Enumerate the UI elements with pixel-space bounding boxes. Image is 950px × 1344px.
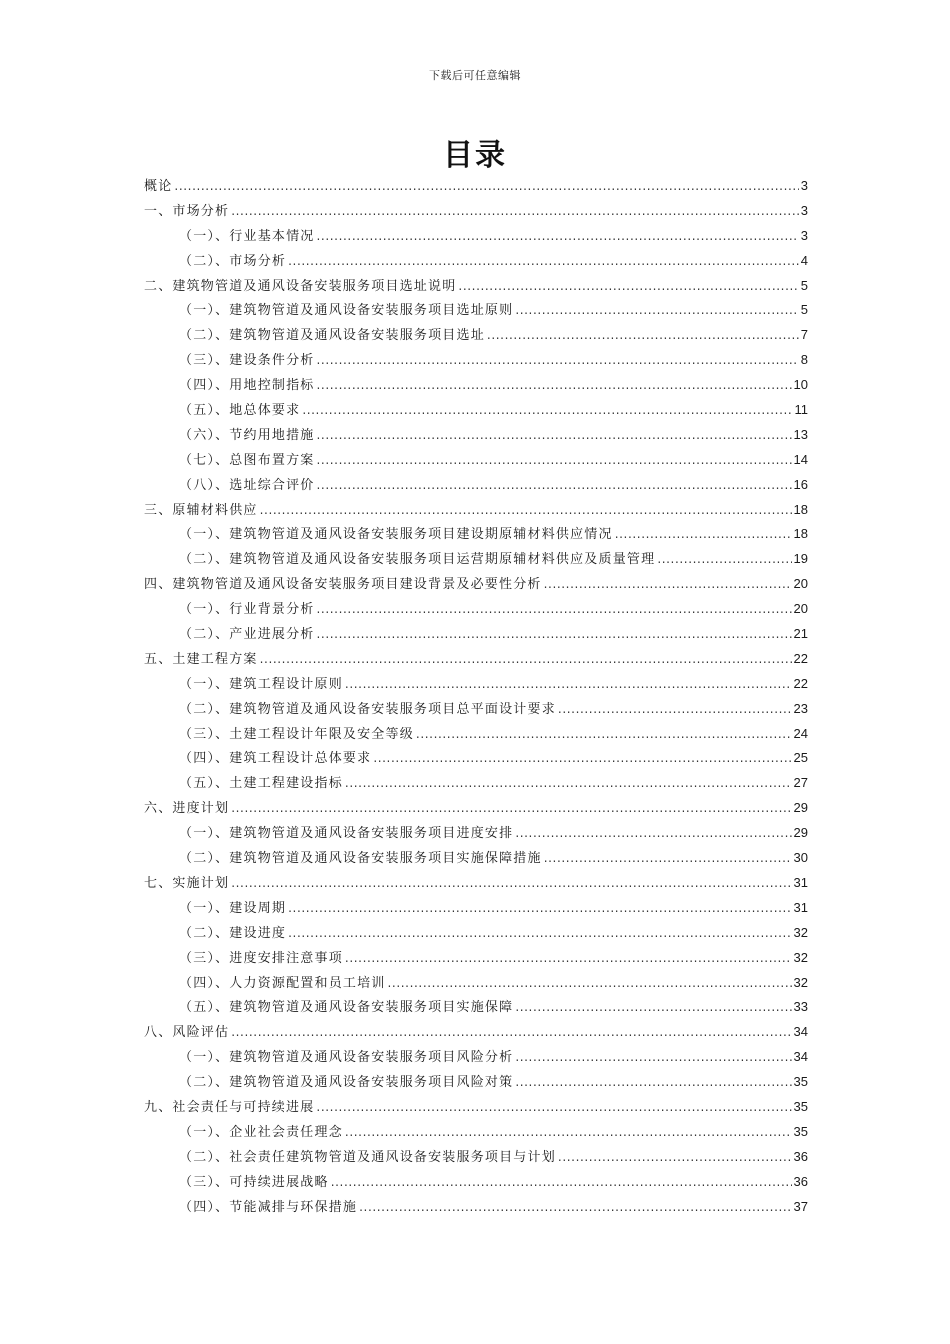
toc-entry-title: （二）、建筑物管道及通风设备安装服务项目运营期原辅材料供应及质量管理 <box>179 552 656 568</box>
toc-dot-leader <box>458 274 798 299</box>
toc-dot-leader <box>388 971 792 996</box>
toc-dot-leader <box>558 697 792 722</box>
toc-entry-title: （一）、建筑物管道及通风设备安装服务项目进度安排 <box>179 826 514 842</box>
toc-entry[interactable] <box>144 1070 808 1095</box>
toc-entry[interactable] <box>144 224 808 249</box>
toc-page-number: 5 <box>800 277 808 293</box>
toc-entry[interactable] <box>144 274 808 299</box>
toc-page-number: 36 <box>793 1173 808 1189</box>
toc-entry-title: （三）、土建工程设计年限及安全等级 <box>179 726 414 742</box>
toc-dot-leader <box>231 1020 791 1045</box>
toc-entry[interactable] <box>144 846 808 871</box>
toc-page-number: 23 <box>793 700 808 716</box>
toc-entry[interactable] <box>144 746 808 771</box>
toc-page-number: 33 <box>793 999 808 1015</box>
toc-dot-leader <box>345 946 792 971</box>
toc-dot-leader <box>615 522 792 547</box>
toc-entry[interactable] <box>144 722 808 747</box>
toc-dot-leader <box>373 746 791 771</box>
toc-dot-leader <box>174 174 798 199</box>
toc-dot-leader <box>515 1070 791 1095</box>
toc-dot-leader <box>345 672 792 697</box>
toc-page-number: 35 <box>793 1123 808 1139</box>
toc-dot-leader <box>416 722 792 747</box>
toc-entry[interactable] <box>144 1095 808 1120</box>
toc-dot-leader <box>331 1170 792 1195</box>
toc-page-number: 19 <box>793 551 808 567</box>
toc-page-number: 32 <box>793 949 808 965</box>
toc-entry[interactable] <box>144 298 808 323</box>
toc-entry-title: （五）、地总体要求 <box>179 403 301 419</box>
toc-dot-leader <box>515 995 791 1020</box>
toc-entry-title: （一）、建筑工程设计原则 <box>179 676 343 692</box>
toc-entry-title: （一）、建筑物管道及通风设备安装服务项目建设期原辅材料供应情况 <box>179 527 613 543</box>
toc-entry[interactable] <box>144 647 808 672</box>
toc-page-number: 34 <box>793 1049 808 1065</box>
toc-entry-title: （二）、建筑物管道及通风设备安装服务项目实施保障措施 <box>179 851 542 867</box>
toc-dot-leader <box>288 921 791 946</box>
toc-entry-title: （四）、节能减排与环保措施 <box>179 1199 358 1215</box>
toc-page-number: 25 <box>793 750 808 766</box>
toc-entry[interactable] <box>144 1020 808 1045</box>
toc-page-number: 18 <box>793 501 808 517</box>
toc-dot-leader <box>515 821 791 846</box>
toc-entry-title: （三）、可持续进展战略 <box>179 1174 329 1190</box>
toc-entry[interactable] <box>144 398 808 423</box>
toc-dot-leader <box>302 398 792 423</box>
toc-entry[interactable] <box>144 498 808 523</box>
toc-entry[interactable] <box>144 448 808 473</box>
toc-dot-leader <box>487 323 799 348</box>
toc-entry-title: （一）、建设周期 <box>179 900 287 916</box>
toc-dot-leader <box>231 796 791 821</box>
toc-entry[interactable] <box>144 971 808 996</box>
toc-entry-title: 七、实施计划 <box>144 875 230 891</box>
toc-page-number: 20 <box>793 576 808 592</box>
toc-entry[interactable] <box>144 572 808 597</box>
toc-entry[interactable] <box>144 522 808 547</box>
toc-entry-title: （二）、市场分析 <box>179 253 287 269</box>
toc-dot-leader <box>317 597 792 622</box>
toc-entry[interactable] <box>144 821 808 846</box>
toc-dot-leader <box>345 1120 792 1145</box>
toc-page-number: 3 <box>800 227 808 243</box>
toc-entry-title: 四、建筑物管道及通风设备安装服务项目建设背景及必要性分析 <box>144 577 542 593</box>
toc-entry[interactable] <box>144 323 808 348</box>
toc-entry-title: （四）、用地控制指标 <box>179 378 315 394</box>
toc-page-number: 5 <box>800 302 808 318</box>
toc-page-number: 18 <box>793 526 808 542</box>
toc-page-number: 4 <box>800 252 808 268</box>
toc-dot-leader <box>558 1145 792 1170</box>
toc-entry[interactable] <box>144 1170 808 1195</box>
toc-page-number: 22 <box>793 675 808 691</box>
toc-page-number: 3 <box>800 202 808 218</box>
toc-entry[interactable] <box>144 946 808 971</box>
toc-entry-title: （三）、建设条件分析 <box>179 353 315 369</box>
toc-entry-title: （一）、企业社会责任理念 <box>179 1124 343 1140</box>
toc-dot-leader <box>316 1095 791 1120</box>
toc-dot-leader <box>231 871 791 896</box>
toc-page-number: 13 <box>793 426 808 442</box>
toc-dot-leader <box>345 771 792 796</box>
toc-page-number: 36 <box>793 1148 808 1164</box>
toc-entry[interactable] <box>144 896 808 921</box>
toc-entry-title: 三、原辅材料供应 <box>144 502 258 518</box>
toc-entry[interactable] <box>144 1145 808 1170</box>
toc-page-number: 14 <box>793 451 808 467</box>
toc-page-number: 30 <box>793 850 808 866</box>
toc-entry-title: （二）、建筑物管道及通风设备安装服务项目选址 <box>179 328 485 344</box>
toc-page-number: 22 <box>793 650 808 666</box>
toc-page-number: 29 <box>793 800 808 816</box>
toc-entry-title: （二）、社会责任建筑物管道及通风设备安装服务项目与计划 <box>179 1149 556 1165</box>
toc-page-number: 16 <box>793 476 808 492</box>
toc-page-number: 35 <box>793 1074 808 1090</box>
toc-dot-leader <box>317 448 792 473</box>
toc-dot-leader <box>359 1195 791 1220</box>
toc-entry[interactable] <box>144 871 808 896</box>
toc-entry[interactable] <box>144 473 808 498</box>
toc-page-number: 21 <box>793 626 808 642</box>
toc-entry-title: 一、市场分析 <box>144 203 230 219</box>
toc-page-number: 11 <box>794 402 808 418</box>
toc-dot-leader <box>317 423 792 448</box>
toc-page-number: 20 <box>793 601 808 617</box>
toc-page-number: 24 <box>793 725 808 741</box>
toc-entry-title: （二）、建设进度 <box>179 925 287 941</box>
toc-dot-leader <box>231 199 799 224</box>
toc-entry[interactable] <box>144 697 808 722</box>
toc-entry-title: 二、建筑物管道及通风设备安装服务项目选址说明 <box>144 278 457 294</box>
toc-page-number: 32 <box>793 924 808 940</box>
toc-page-number: 10 <box>793 377 808 393</box>
toc-dot-leader <box>544 572 792 597</box>
toc-entry-title: （一）、建筑物管道及通风设备安装服务项目选址原则 <box>179 303 514 319</box>
toc-dot-leader <box>515 298 798 323</box>
toc-page-number: 3 <box>800 178 808 193</box>
toc-dot-leader <box>288 249 799 274</box>
toc-page-number: 27 <box>793 775 808 791</box>
toc-entry[interactable] <box>144 199 808 224</box>
toc-entry-title: （八）、选址综合评价 <box>179 477 315 493</box>
toc-entry[interactable] <box>144 1195 808 1220</box>
page-title: 目录 <box>443 138 507 173</box>
toc-dot-leader <box>260 647 792 672</box>
toc-entry[interactable] <box>144 622 808 647</box>
toc-entry-title: （一）、行业基本情况 <box>179 228 315 244</box>
toc-page-number: 35 <box>793 1098 808 1114</box>
toc-entry[interactable] <box>144 597 808 622</box>
toc-dot-leader <box>317 373 792 398</box>
toc-entry-title: （三）、进度安排注意事项 <box>179 950 343 966</box>
toc-page-number: 37 <box>793 1198 808 1214</box>
toc-entry-title: 五、土建工程方案 <box>144 651 258 667</box>
toc-dot-leader <box>657 547 791 572</box>
toc-entry[interactable] <box>144 771 808 796</box>
toc-dot-leader <box>544 846 792 871</box>
toc-dot-leader <box>317 622 792 647</box>
toc-entry-title: 概论 <box>144 179 173 194</box>
toc-entry-title: 六、进度计划 <box>144 801 230 817</box>
toc-entry-title: （五）、建筑物管道及通风设备安装服务项目实施保障 <box>179 1000 514 1016</box>
toc-entry-title: （四）、人力资源配置和员工培训 <box>179 975 386 991</box>
toc-entry-title: （六）、节约用地措施 <box>179 427 315 443</box>
toc-dot-leader <box>317 348 799 373</box>
toc-dot-leader <box>288 896 791 921</box>
toc-entry-title: （五）、土建工程建设指标 <box>179 776 343 792</box>
toc-page-number: 32 <box>793 974 808 990</box>
toc-dot-leader <box>515 1045 791 1070</box>
toc-entry[interactable] <box>144 249 808 274</box>
toc-entry[interactable] <box>144 672 808 697</box>
toc-entry-title: （一）、建筑物管道及通风设备安装服务项目风险分析 <box>179 1050 514 1066</box>
toc-dot-leader <box>317 473 792 498</box>
header-note: 下载后可任意编辑 <box>429 69 521 82</box>
toc-page-number: 34 <box>793 1024 808 1040</box>
toc-entry-title: （二）、建筑物管道及通风设备安装服务项目总平面设计要求 <box>179 701 556 717</box>
toc-page-number: 31 <box>793 874 808 890</box>
toc-entry[interactable] <box>144 348 808 373</box>
toc-entry-title: 九、社会责任与可持续进展 <box>144 1099 315 1115</box>
toc-dot-leader <box>260 498 792 523</box>
toc-entry[interactable] <box>144 995 808 1020</box>
toc-page-number: 29 <box>793 825 808 841</box>
toc-page-number: 8 <box>800 352 808 368</box>
table-of-contents <box>144 174 808 1219</box>
toc-entry-title: 八、风险评估 <box>144 1025 230 1041</box>
toc-entry-title: （二）、产业进展分析 <box>179 627 315 643</box>
toc-page-number: 7 <box>800 327 808 343</box>
toc-entry[interactable] <box>144 796 808 821</box>
toc-entry-title: （四）、建筑工程设计总体要求 <box>179 751 372 767</box>
toc-entry[interactable] <box>144 921 808 946</box>
toc-entry[interactable] <box>144 174 808 199</box>
toc-dot-leader <box>317 224 799 249</box>
toc-page-number: 31 <box>793 899 808 915</box>
toc-entry[interactable] <box>144 547 808 572</box>
toc-entry-title: （七）、总图布置方案 <box>179 452 315 468</box>
toc-entry[interactable] <box>144 1045 808 1070</box>
toc-entry-title: （一）、行业背景分析 <box>179 602 315 618</box>
toc-entry[interactable] <box>144 1120 808 1145</box>
toc-entry[interactable] <box>144 373 808 398</box>
toc-entry[interactable] <box>144 423 808 448</box>
toc-entry-title: （二）、建筑物管道及通风设备安装服务项目风险对策 <box>179 1075 514 1091</box>
